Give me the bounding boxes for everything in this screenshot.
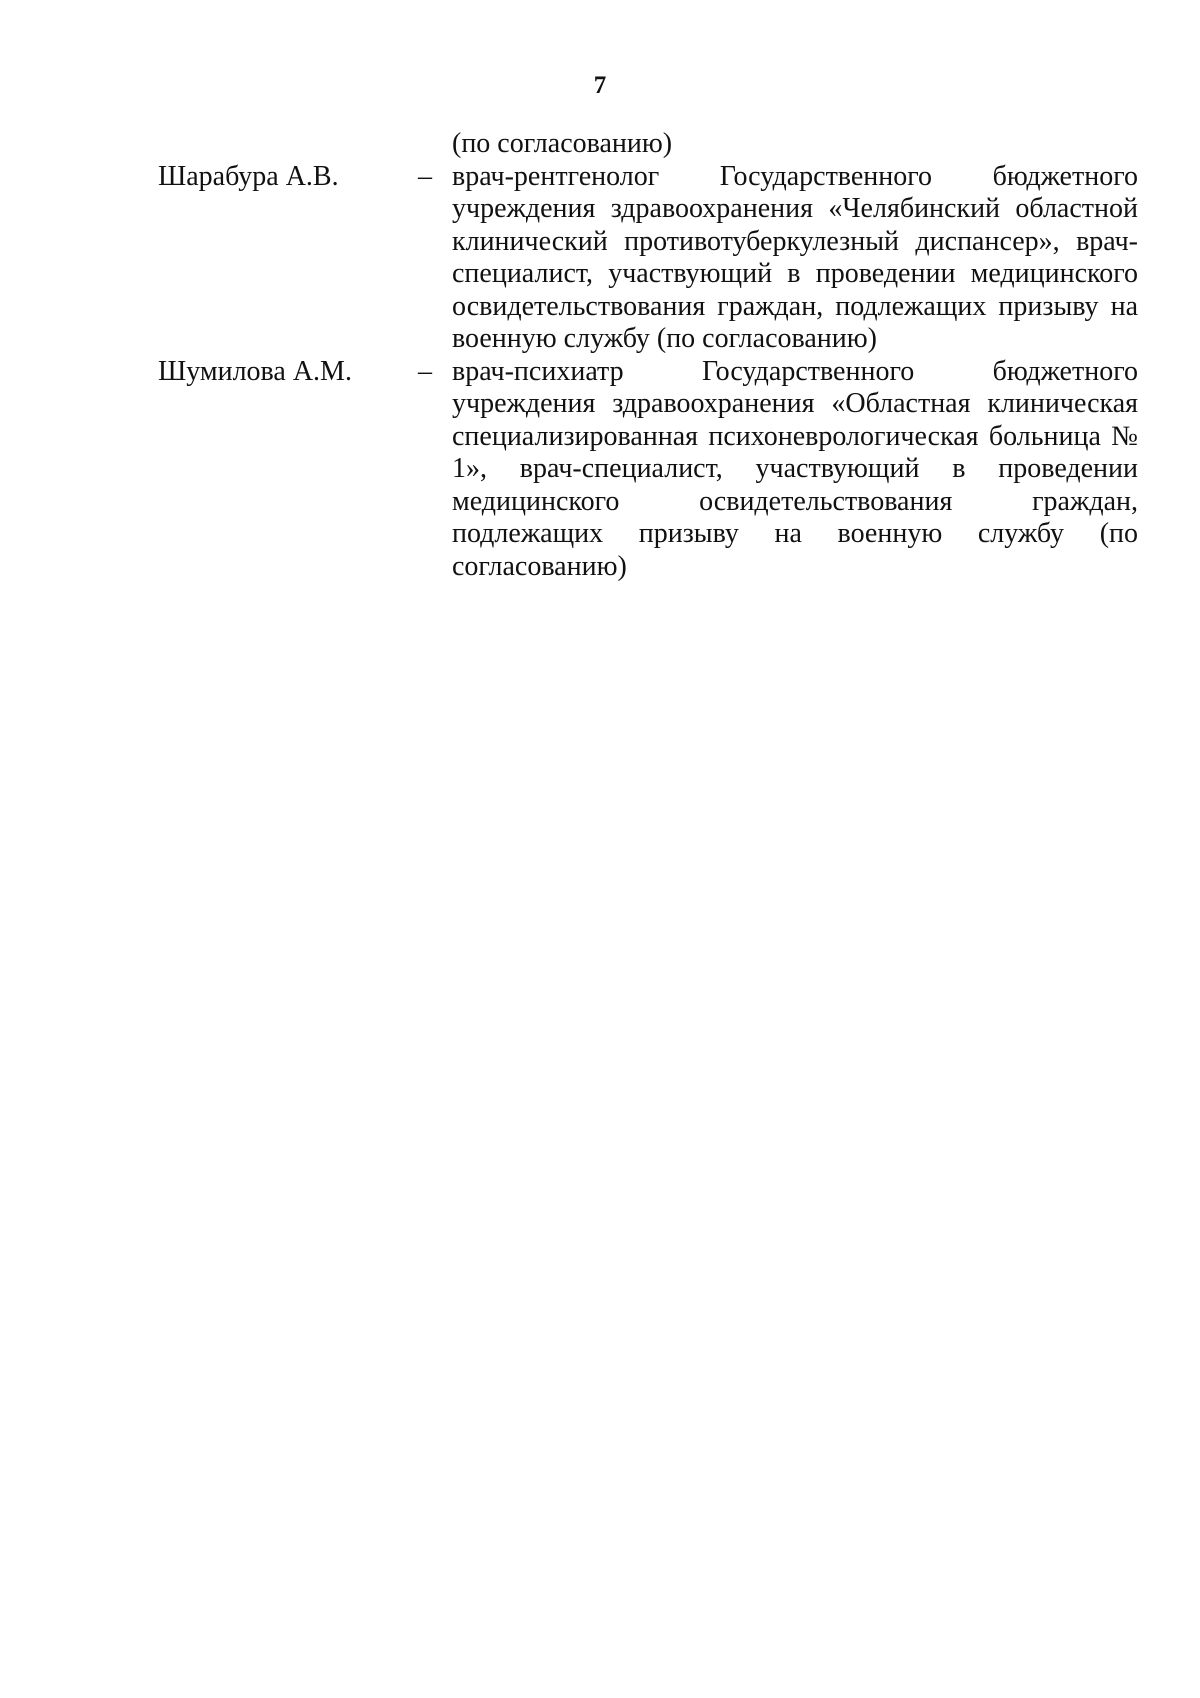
continuation-text: (по согласованию) [452, 128, 673, 159]
commission-member-list [158, 128, 1138, 583]
member-entry-sharabura [158, 161, 1138, 356]
member-description: врач-психиатр Государственного бюджетного учреждения здравоохранения «Областная клиническая специализированная психоневрологическая больница № 1», врач-специалист, участвующий в проведении медицинского освидетельствования граждан, подлежащих призыву на военную службу (по согласованию) [452, 355, 1138, 582]
member-entry-shumilova [158, 356, 1138, 584]
member-dash: – [418, 160, 432, 192]
member-dash: – [418, 355, 432, 387]
page-number: 7 [593, 72, 607, 99]
member-description: врач-рентгенолог Государственного бюджетного учреждения здравоохранения «Челябинский областной клинический противотуберкулезный диспансер», врач-специалист, участвующий в проведении медицинского освидетельствования граждан, подлежащих призыву на военную службу (по согласованию) [452, 160, 1138, 354]
member-name: Шарабура А.В. [158, 160, 339, 192]
member-name: Шумилова А.М. [158, 355, 352, 387]
